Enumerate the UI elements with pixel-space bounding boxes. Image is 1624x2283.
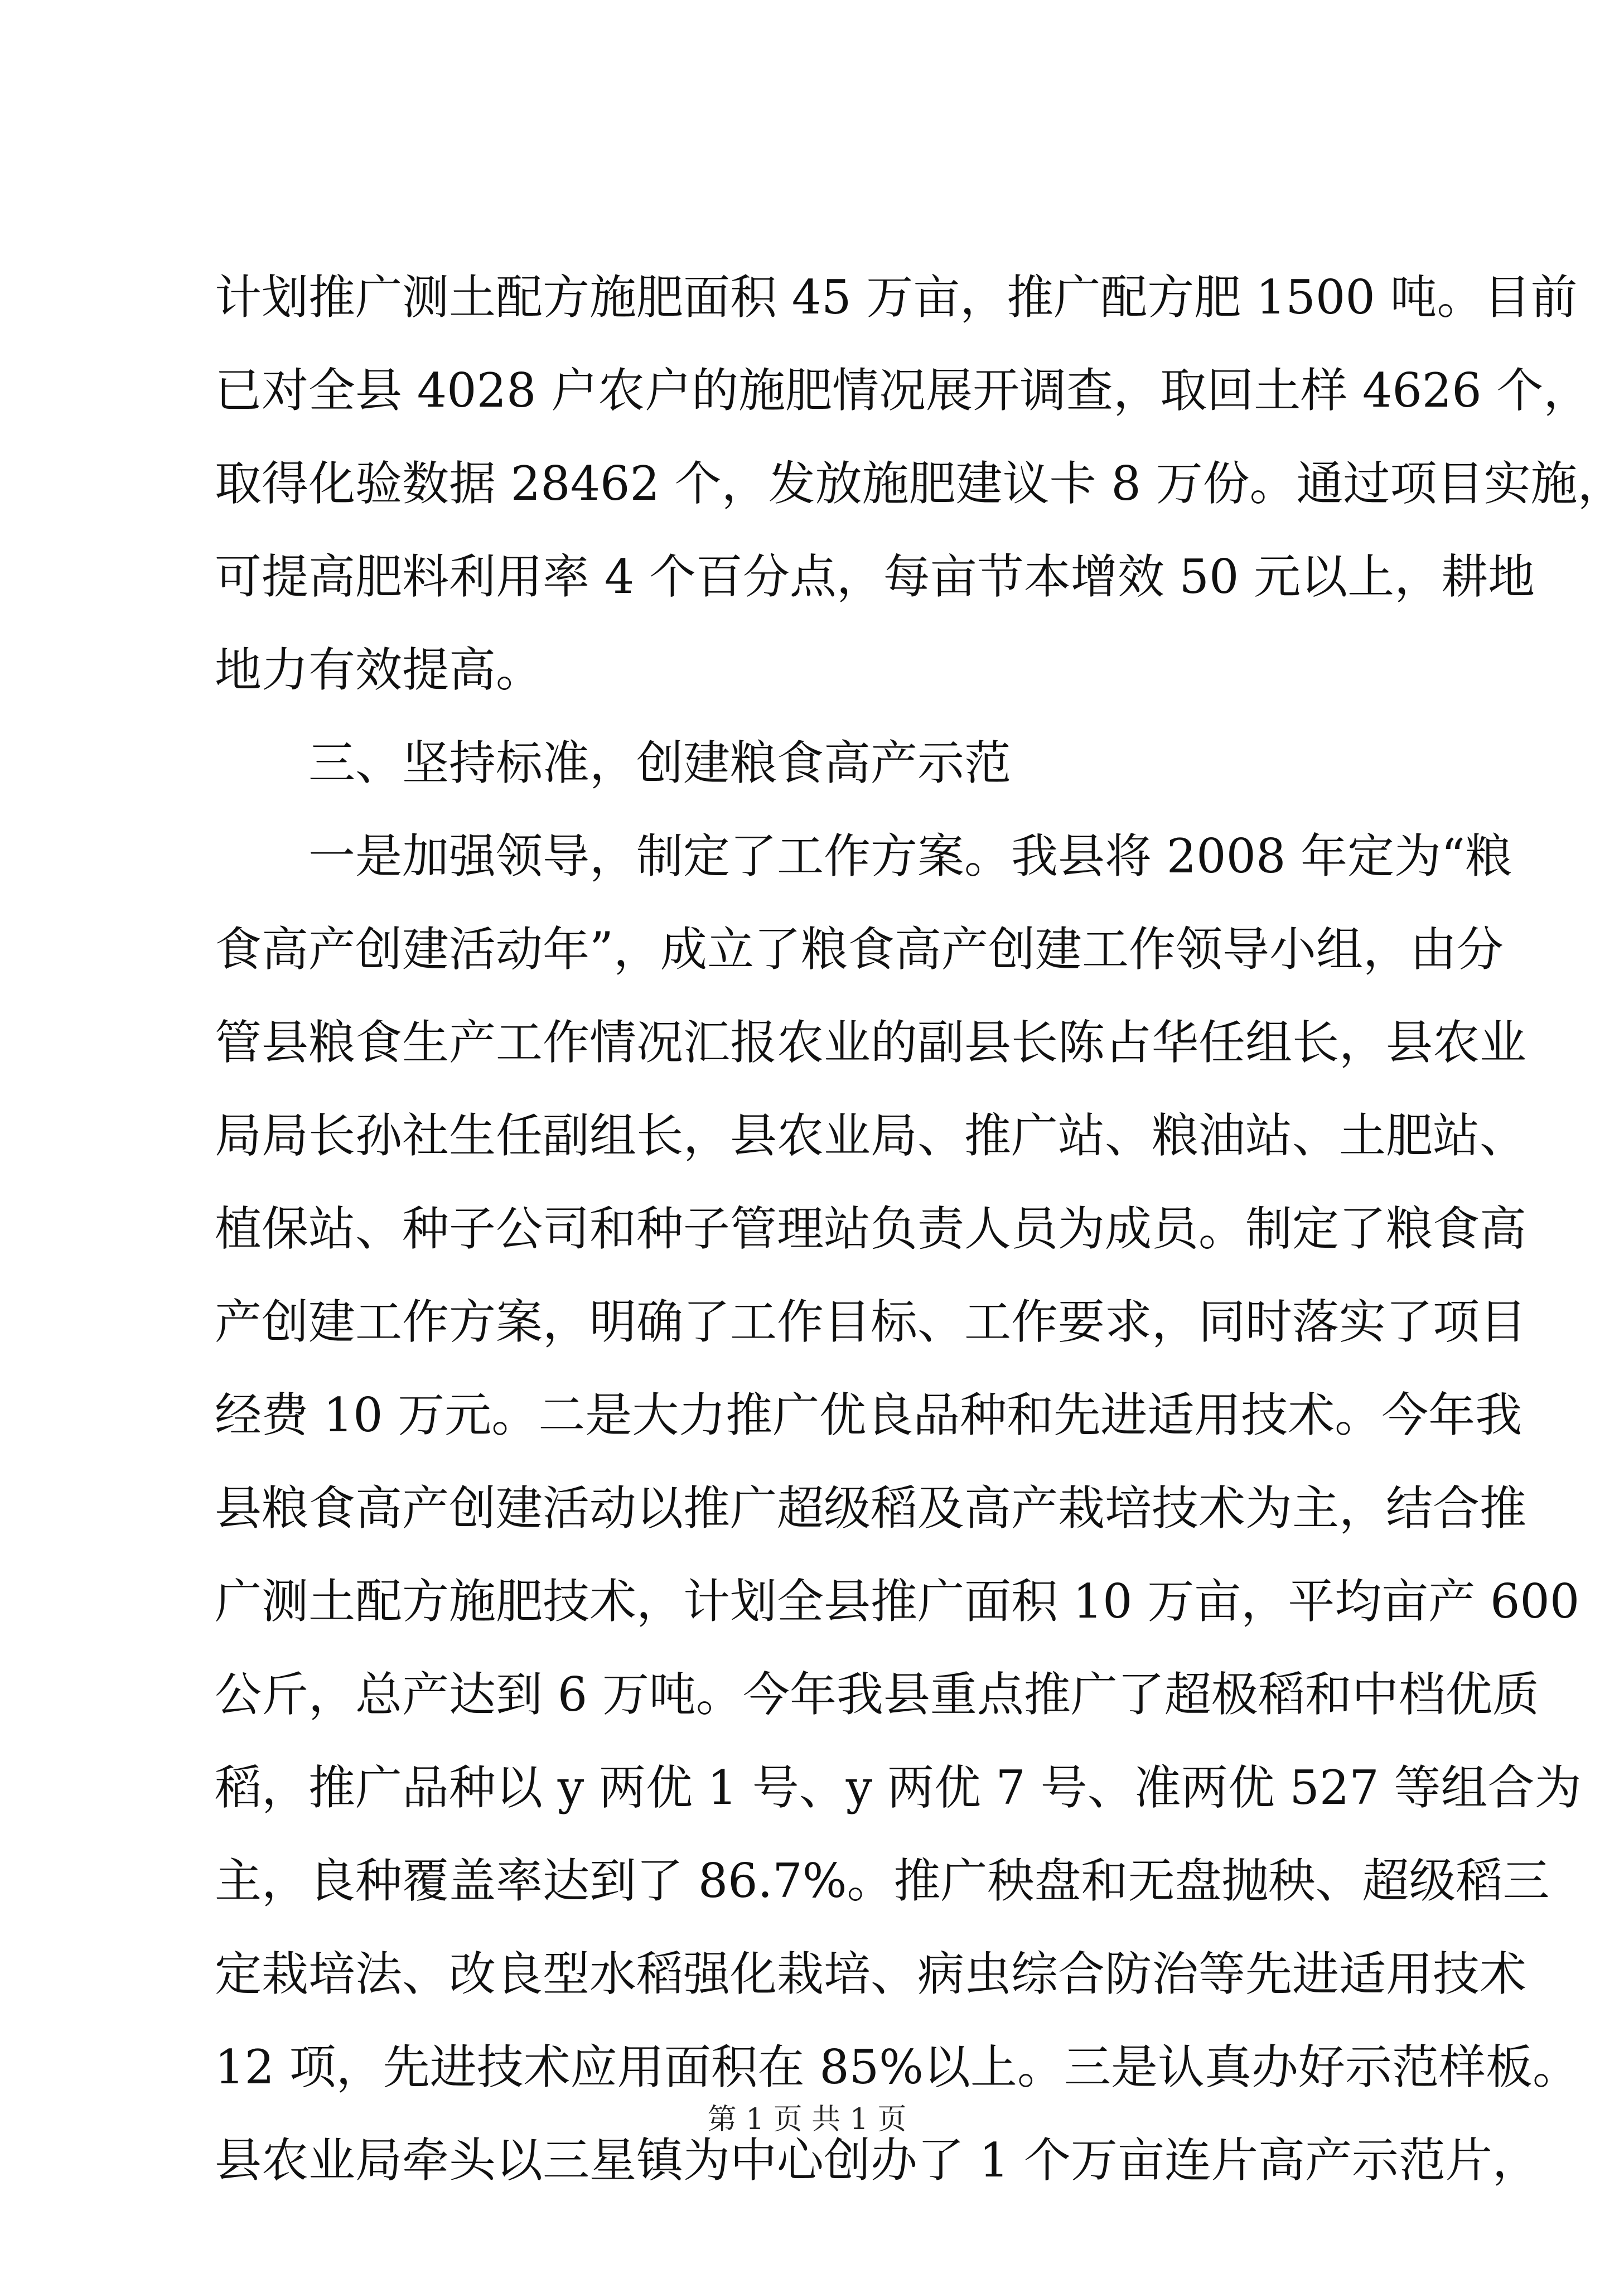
text-line: 植保站、种子公司和种子管理站负责人员为成员。制定了粮食高	[215, 1201, 1527, 1256]
text-line: 公斤，总产达到 6 万吨。今年我县重点推广了超极稻和中档优质	[215, 1667, 1539, 1722]
text-line: 12 项，先进技术应用面积在 85%以上。三是认真办好示范样板。	[215, 2040, 1579, 2094]
section-heading: 三、坚持标准，创建粮食高产示范	[308, 736, 1012, 790]
text-line: 产创建工作方案，明确了工作目标、工作要求，同时落实了项目	[215, 1295, 1527, 1349]
text-line: 主，良种覆盖率达到了 86.7%。推广秧盘和无盘抛秧、超级稻三	[215, 1854, 1550, 1908]
text-line: 食高产创建活动年”，成立了粮食高产创建工作领导小组，由分	[215, 922, 1504, 977]
text-line: 已对全县 4028 户农户的施肥情况展开调查，取回土样 4626 个，	[215, 363, 1591, 418]
text-line: 定栽培法、改良型水稻强化栽培、病虫综合防治等先进适用技术	[215, 1947, 1527, 2001]
text-line: 县粮食高产创建活动以推广超级稻及高产栽培技术为主，结合推	[215, 1481, 1527, 1536]
text-line: 取得化验数据 28462 个，发放施肥建议卡 8 万份。通过项目实施，	[215, 456, 1624, 511]
text-line: 县农业局牵头以三星镇为中心创办了 1 个万亩连片高产示范片，	[215, 2133, 1539, 2188]
body-text	[215, 251, 1624, 2207]
text-line: 可提高肥料利用率 4 个百分点，每亩节本增效 50 元以上，耕地	[215, 549, 1535, 604]
text-line: 地力有效提高。	[215, 643, 543, 697]
text-line: 管县粮食生产工作情况汇报农业的副县长陈占华任组长，县农业	[215, 1015, 1527, 1070]
text-line: 局局长孙社生任副组长，县农业局、推广站、粮油站、土肥站、	[215, 1108, 1527, 1163]
text-line: 经费 10 万元。二是大力推广优良品种和先进适用技术。今年我	[215, 1388, 1522, 1442]
text-line: 计划推广测土配方施肥面积 45 万亩，推广配方肥 1500 吨。目前	[215, 270, 1578, 325]
text-line: 稻，推广品种以 y 两优 1 号、y 两优 7 号、准两优 527 等组合为	[215, 1760, 1582, 1815]
paragraph-first-line: 一是加强领导，制定了工作方案。我县将 2008 年定为“粮	[308, 829, 1512, 884]
text-line: 广测土配方施肥技术，计划全县推广面积 10 万亩，平均亩产 600	[215, 1574, 1580, 1629]
page-number-footer: 第 1 页 共 1 页	[707, 2103, 907, 2136]
